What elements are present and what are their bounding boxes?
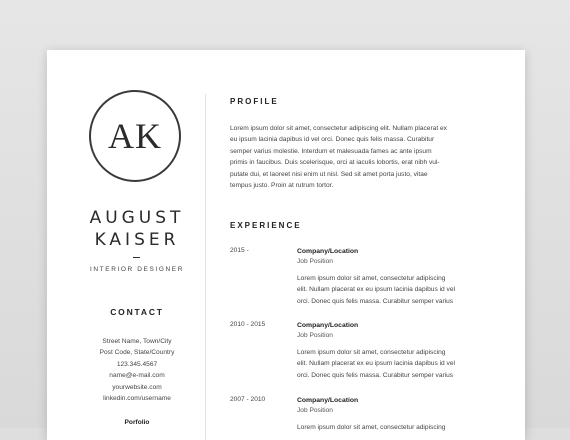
contact-heading: CONTACT bbox=[110, 307, 164, 317]
job-title: INTERIOR DESIGNER bbox=[89, 266, 184, 273]
description-line: orci. Donec quis felis massa. Curabitur semper varius bbox=[297, 297, 454, 305]
last-name: KAISER bbox=[94, 230, 180, 250]
website: yourwebsite.com bbox=[112, 383, 162, 391]
experience-description bbox=[297, 347, 487, 381]
profile-line: tempus justo. Proin at rutrum tortor. bbox=[230, 182, 334, 190]
first-name: AUGUST bbox=[89, 208, 185, 228]
experience-date: 2007 - 2010 bbox=[230, 396, 266, 403]
experience-body bbox=[297, 247, 487, 307]
profile-line: putate dui, et laoreet nisi enim ut nisl. Sed sit amet porta justo, vitae bbox=[230, 170, 428, 178]
profile-line: semper varius molestie. Interdum et malesuada fames ac ante ipsum bbox=[230, 147, 432, 155]
experience-body bbox=[297, 321, 487, 381]
column-divider bbox=[205, 94, 206, 440]
description-line: Lorem ipsum dolor sit amet, consectetur adipiscing bbox=[297, 275, 446, 282]
address-line-1: Street Name, Town/City bbox=[102, 338, 172, 345]
name-divider bbox=[133, 257, 140, 258]
description-line: Lorem ipsum dolor sit amet, consectetur adipiscing bbox=[297, 424, 446, 431]
address-line-2: Post Code, State/Country bbox=[99, 349, 175, 357]
experience-date: 2015 - bbox=[230, 247, 249, 254]
profile-text bbox=[230, 123, 500, 191]
profile-heading: PROFILE bbox=[230, 97, 279, 106]
experience-company: Company/Location bbox=[297, 322, 359, 329]
experience-company: Company/Location bbox=[297, 248, 359, 255]
experience-description bbox=[297, 273, 487, 307]
monogram-circle bbox=[89, 90, 181, 182]
profile-line: primis in faucibus. Duis scelerisque, orci at iaculis lobortis, erat nibh vul- bbox=[230, 159, 440, 167]
experience-heading: EXPERIENCE bbox=[230, 221, 302, 230]
portfolio-label: Porfolio bbox=[124, 419, 150, 426]
profile-line: eu ipsum lacinia dapibus id vel orci. Donec quis felis massa. Curabitur bbox=[230, 136, 435, 144]
description-line: Lorem ipsum dolor sit amet, consectetur adipiscing bbox=[297, 349, 446, 356]
resume-page bbox=[47, 50, 525, 440]
description-line: orci. Donec quis felis massa. Curabitur semper varius bbox=[297, 371, 454, 379]
description-line: elit. Nullam placerat ex eu ipsum lacinia dapibus id vel bbox=[297, 360, 455, 368]
description-line: elit. Nullam placerat ex eu ipsum lacinia dapibus id vel bbox=[297, 286, 455, 294]
email: name@e-mail.com bbox=[109, 372, 165, 380]
profile-line: Lorem ipsum dolor sit amet, consectetur adipiscing elit. Nullam placerat ex bbox=[230, 125, 447, 132]
experience-position: Job Position bbox=[297, 407, 333, 414]
experience-date: 2010 - 2015 bbox=[230, 321, 266, 328]
experience-position: Job Position bbox=[297, 332, 333, 339]
monogram-text: AK bbox=[108, 116, 162, 156]
contact-details bbox=[47, 336, 227, 404]
experience-company: Company/Location bbox=[297, 397, 359, 404]
phone: 123.345.4567 bbox=[116, 360, 158, 368]
experience-position: Job Position bbox=[297, 258, 333, 265]
linkedin: linkedin.com/username bbox=[103, 395, 171, 403]
